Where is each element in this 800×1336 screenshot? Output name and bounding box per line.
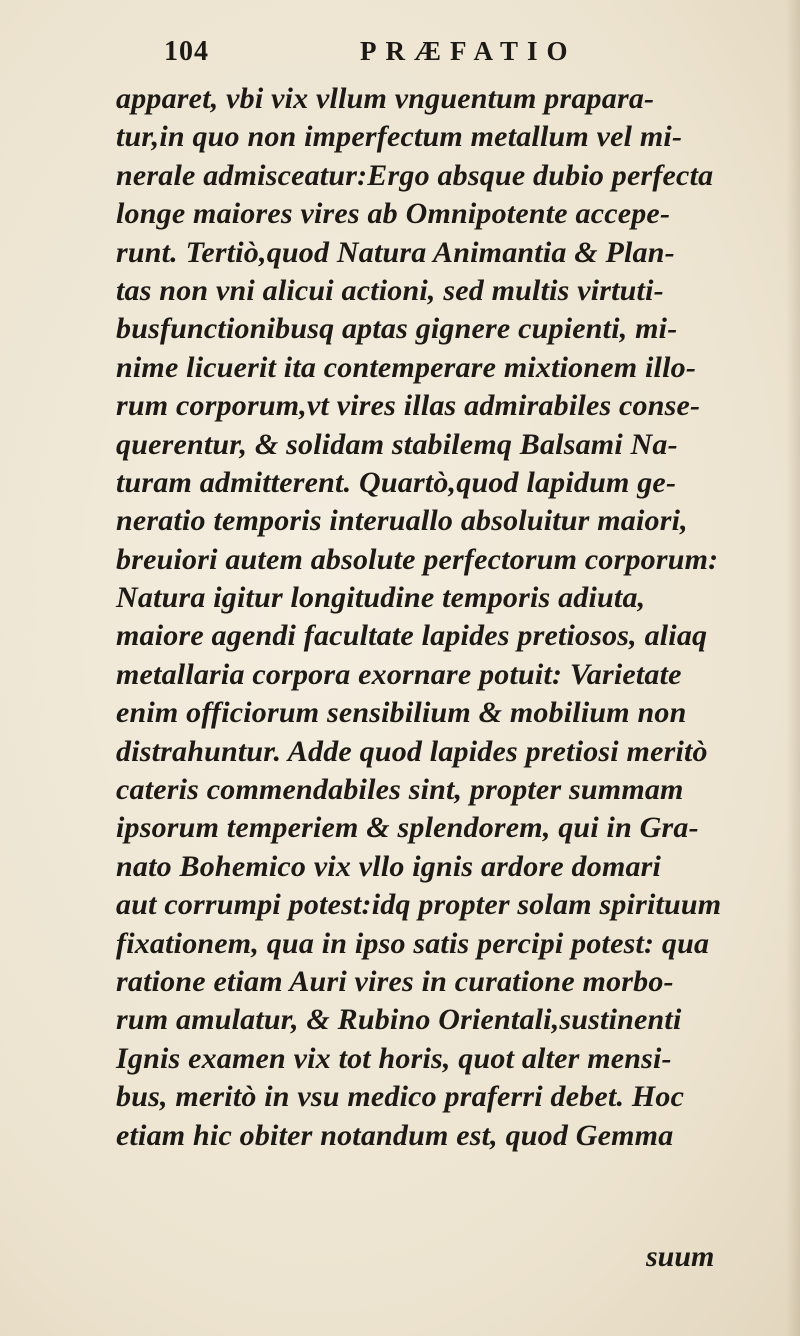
text-line: bus, meritò in vsu medico praferri debet. Hoc [116,1080,685,1114]
text-line: nerale admisceatur:Ergo absque dubio perfecta [116,158,714,192]
text-line: enim officiorum sensibilium & mobilium non [116,696,687,730]
catchword: suum [646,1240,715,1273]
text-line: neratio temporis interuallo absoluitur maiori, [116,504,688,538]
text-line: rum corporum,vt vires illas admirabiles conse- [116,389,701,423]
text-line: metallaria corpora exornare potuit: Varietate [116,657,682,691]
text-line: Natura igitur longitudine temporis adiuta, [116,581,646,615]
running-head: PRÆFATIO [360,36,577,66]
text-line: nato Bohemico vix vllo ignis ardore domari [116,849,662,883]
text-line: rum amulatur, & Rubino Orientali,sustinenti [116,1003,682,1037]
text-line: tur,in quo non imperfectum metallum vel mi- [116,120,683,154]
text-line: ratione etiam Auri vires in curatione morbo- [116,964,674,998]
text-line: turam admitterent. Quartò,quod lapidum ge- [116,465,677,499]
text-line: distrahuntur. Adde quod lapides pretiosi meritò [116,734,708,768]
text-line: runt. Tertiò,quod Natura Animantia & Plan- [116,235,675,269]
body-text [116,80,776,1155]
page-header [160,34,620,74]
text-line: aut corrumpi potest:idq propter solam spirituum [116,888,722,922]
text-line: querentur, & solidam stabilemq Balsami Na- [116,427,678,461]
text-line: fixationem, qua in ipso satis percipi potest: qua [116,926,710,960]
text-line: tas non vni alicui actioni, sed multis virtuti- [116,273,664,307]
text-line: cateris commendabiles sint, propter summam [116,773,684,807]
text-line: ipsorum temperiem & splendorem, qui in Gra- [116,811,699,845]
text-line: Ignis examen vix tot horis, quot alter mensi- [116,1041,672,1075]
text-line: busfunctionibusq aptas gignere cupienti, mi- [116,312,678,346]
text-line: breuiori autem absolute perfectorum corporum: [116,542,719,576]
text-line: nime licuerit ita contemperare mixtionem illo- [116,350,697,384]
text-line: apparet, vbi vix vllum vnguentum prapara- [116,82,655,115]
text-line: etiam hic obiter notandum est, quod Gemma [116,1118,674,1152]
page-number: 104 [164,36,209,67]
text-line: maiore agendi facultate lapides pretiosos, aliaq [116,619,708,653]
text-line: longe maiores vires ab Omnipotente accepe- [116,197,671,231]
page-edge-shadow [786,0,800,1336]
